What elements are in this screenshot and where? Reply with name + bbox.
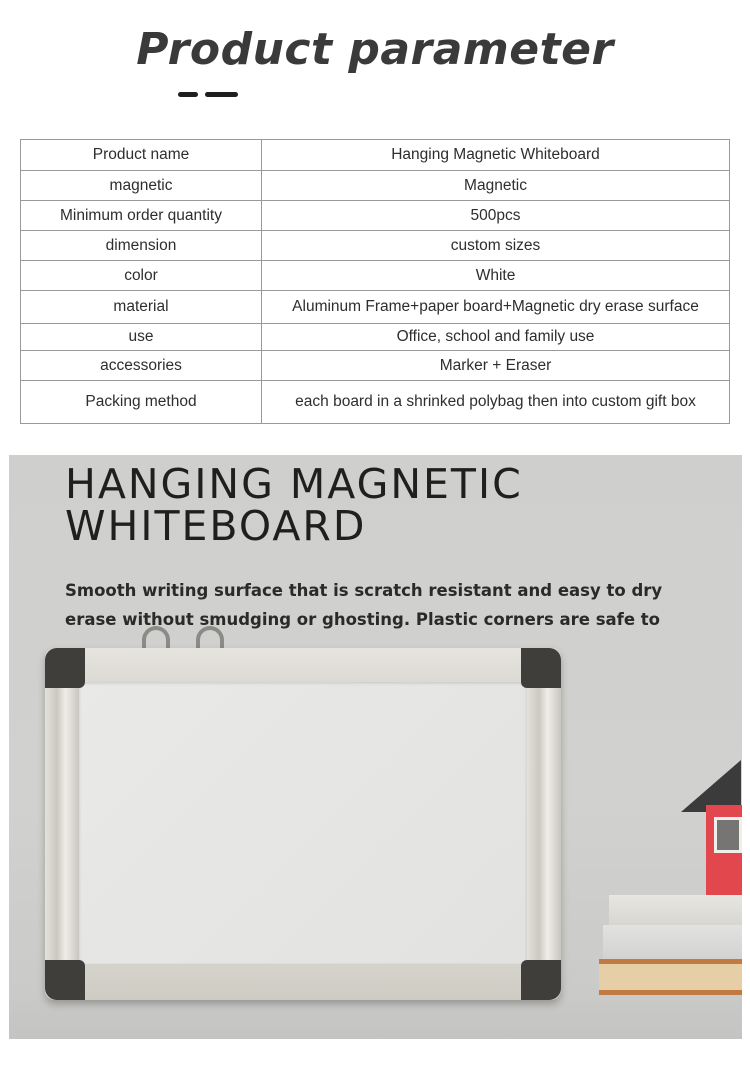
table-row [21, 351, 730, 381]
hero-title [65, 460, 523, 550]
param-key: Packing method [21, 381, 262, 424]
table-row [21, 201, 730, 231]
hero-title-line-1: HANGING MAGNETIC [65, 460, 523, 508]
param-key: material [21, 291, 262, 324]
table-row [21, 381, 730, 424]
param-value: Magnetic [262, 171, 730, 201]
table-row [21, 171, 730, 201]
param-value: White [262, 261, 730, 291]
param-value: Aluminum Frame+paper board+Magnetic dry erase surface [262, 291, 730, 324]
writing-surface [79, 682, 527, 964]
table-row [21, 140, 730, 171]
param-value: Office, school and family use [262, 324, 730, 351]
param-value: Hanging Magnetic Whiteboard [262, 140, 730, 171]
param-value: each board in a shrinked polybag then into custom gift box [262, 381, 730, 424]
param-key: accessories [21, 351, 262, 381]
book [603, 925, 742, 959]
param-key: color [21, 261, 262, 291]
hero-description-line-2: erase without smudging or ghosting. Plastic corners are safe to [65, 610, 661, 629]
frame-left-rail [45, 648, 79, 1000]
param-key: magnetic [21, 171, 262, 201]
param-value: custom sizes [262, 231, 730, 261]
hero-description-line-1: Smooth writing surface that is scratch resistant and easy to dry [65, 581, 663, 600]
title-underline-dash-long [205, 92, 238, 97]
table-row [21, 231, 730, 261]
table-row [21, 261, 730, 291]
book [599, 959, 742, 995]
parameter-table [20, 139, 730, 424]
param-key: Product name [21, 140, 262, 171]
corner-cap-icon [521, 648, 561, 688]
param-key: dimension [21, 231, 262, 261]
param-key: Minimum order quantity [21, 201, 262, 231]
corner-cap-icon [45, 648, 85, 688]
page-title: Product parameter [136, 24, 614, 75]
toy-house-icon [681, 760, 742, 910]
house-window-icon [714, 817, 742, 853]
hero-description [65, 576, 663, 634]
hero-title-line-2: WHITEBOARD [65, 502, 367, 550]
corner-cap-icon [45, 960, 85, 1000]
whiteboard-image [45, 648, 561, 1000]
product-photo [9, 455, 742, 1039]
book [609, 895, 742, 925]
frame-right-rail [527, 648, 561, 1000]
shelf-surface [9, 1000, 742, 1039]
table-row [21, 291, 730, 324]
table-row [21, 324, 730, 351]
corner-cap-icon [521, 960, 561, 1000]
title-underline-dash-short [178, 92, 198, 97]
book-stack [599, 895, 742, 997]
param-key: use [21, 324, 262, 351]
param-value: 500pcs [262, 201, 730, 231]
param-value: Marker + Eraser [262, 351, 730, 381]
